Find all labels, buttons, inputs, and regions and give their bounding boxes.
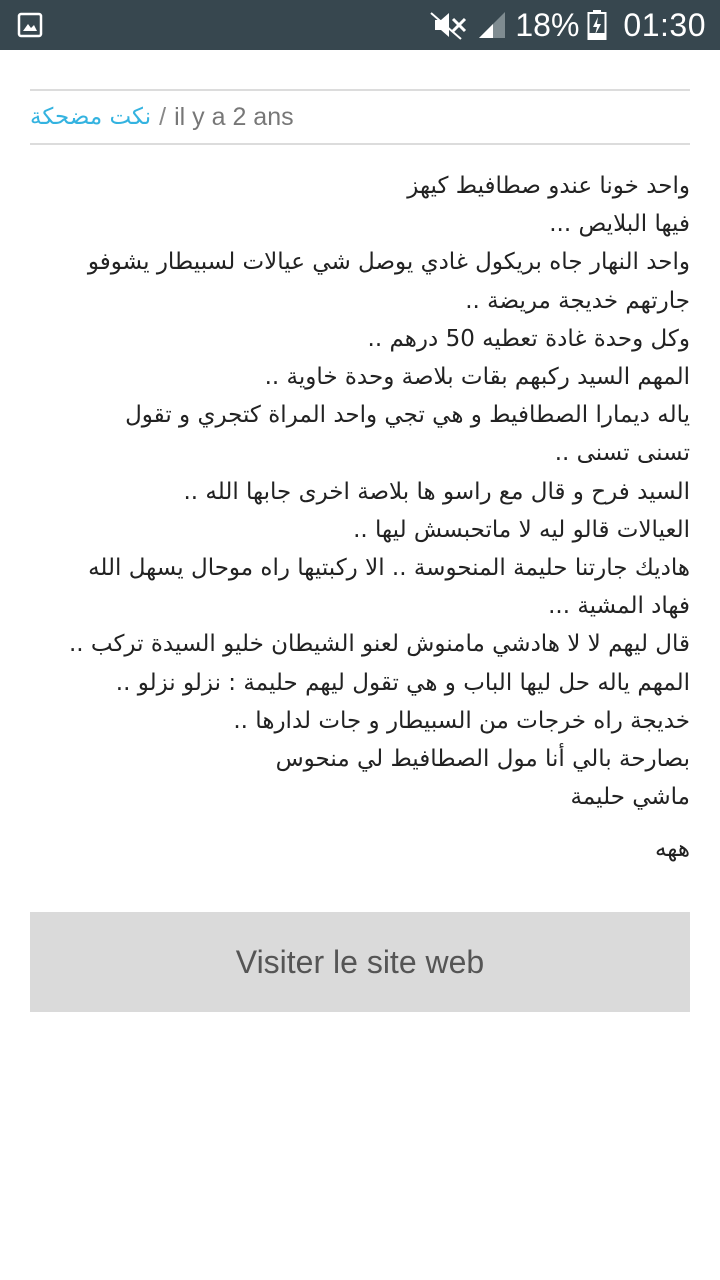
- post-line: قال ليهم لا لا هادشي مامنوش لعنو الشيطان خليو السيدة تركب ..: [68, 631, 690, 658]
- status-right-group: [429, 0, 706, 50]
- post-line: المهم ياله حل ليها الباب و هي تقول ليهم حليمة : نزلو نزلو ..: [115, 669, 690, 696]
- post-line: السيد فرح و قال مع راسو ها بلاصة اخرى جابها الله ..: [183, 478, 690, 505]
- post-line: فهاد المشية ...: [548, 593, 690, 620]
- post-line: وكل وحدة غادة تعطيه 50 درهم ..: [367, 325, 690, 352]
- post-line: المهم السيد ركبهم بقات بلاصة وحدة خاوية ..: [264, 364, 690, 391]
- post-line: العيالات قالو ليه لا ماتحبسش ليها ..: [353, 516, 690, 543]
- meta-separator: /: [159, 102, 167, 131]
- post-line: ماشي حليمة: [570, 784, 690, 811]
- status-bar: [0, 0, 720, 50]
- signal-icon: [477, 10, 507, 40]
- clock: 01:30: [623, 6, 706, 43]
- post-line: بصارحة بالي أنا مول الصطافيط لي منحوس: [275, 746, 690, 773]
- post-line: تسنى تسنى ..: [554, 440, 690, 467]
- post-line: ياله ديمارا الصطافيط و هي تجي واحد المراة كتجري و تقول: [125, 402, 690, 429]
- post-line: واحد خونا عندو صطافيط كيهز: [407, 173, 690, 199]
- mute-icon: [429, 9, 469, 41]
- post-line: جارتهم خديجة مريضة ..: [465, 287, 690, 314]
- post-body: [30, 167, 690, 869]
- category-link[interactable]: نكت مضحكة: [30, 104, 152, 130]
- post-meta: [30, 91, 690, 143]
- gallery-icon: [17, 12, 43, 38]
- post-line: هاديك جارتنا حليمة المنحوسة .. الا ركبتيها راه موحال يسهل الله: [88, 555, 690, 582]
- post-age: il y a 2 ans: [174, 102, 294, 131]
- visit-website-button[interactable]: Visiter le site web: [30, 912, 690, 1012]
- post-content: [30, 50, 690, 869]
- post-line: خديجة راه خرجات من السبيطار و جات لدارها ..: [233, 707, 690, 734]
- post-line: فيها البلايص ...: [549, 211, 690, 238]
- battery-percentage: 18%: [515, 6, 580, 43]
- divider-bottom: [30, 143, 690, 145]
- post-line: واحد النهار جاه بريكول غادي يوصل شي عيالات لسبيطار يشوفو: [87, 249, 690, 276]
- post-last-line: ههه: [654, 836, 690, 863]
- battery-charging-icon: [587, 9, 607, 41]
